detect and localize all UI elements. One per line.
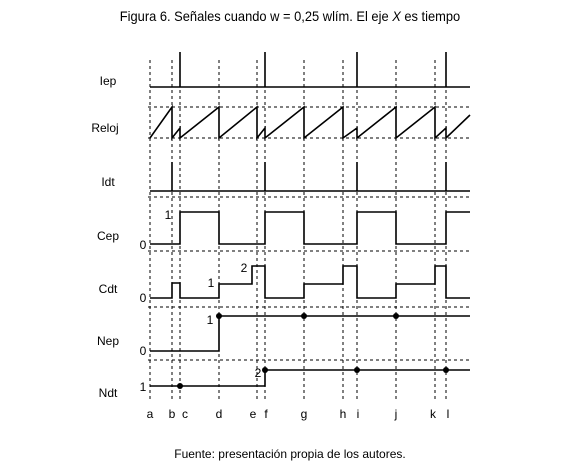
dot-ndt-i xyxy=(354,367,360,373)
time-label-c: c xyxy=(182,407,188,421)
wave-reloj xyxy=(150,107,470,138)
signal-label-idt: Idt xyxy=(101,175,115,189)
signal-label-ndt: Ndt xyxy=(98,386,118,400)
signal-label-iep: Iep xyxy=(99,74,117,88)
time-label-h: h xyxy=(339,407,347,421)
wave-iep xyxy=(150,52,470,87)
dot-ndt-c xyxy=(177,383,183,389)
signal-label-cdt: Cdt xyxy=(98,282,118,296)
level-labels xyxy=(140,208,262,394)
dot-ndt-f xyxy=(262,367,268,373)
figure-caption: Fuente: presentación propia de los autores. xyxy=(174,447,406,461)
title-axis-letter: X xyxy=(392,8,401,24)
dot-nep-j xyxy=(393,313,399,319)
title-suffix: es tiempo xyxy=(400,8,461,24)
time-label-l: l xyxy=(446,407,450,421)
time-label-b: b xyxy=(168,407,176,421)
time-label-j: j xyxy=(394,407,398,421)
time-label-g: g xyxy=(300,407,308,421)
time-marker-labels xyxy=(147,407,450,421)
wave-nep xyxy=(150,316,470,351)
wave-cep xyxy=(150,212,470,244)
signal-label-nep: Nep xyxy=(96,334,120,348)
level-label-cep-zero: 0 xyxy=(139,238,147,252)
time-label-a: a xyxy=(146,407,154,421)
time-label-i: i xyxy=(356,407,360,421)
level-label-ndt-one: 1 xyxy=(139,380,147,394)
time-label-f: f xyxy=(264,407,268,421)
level-label-cep-one: 1 xyxy=(164,208,172,222)
time-label-d: d xyxy=(215,407,223,421)
signal-label-reloj: Reloj xyxy=(91,121,119,135)
wave-ndt xyxy=(150,370,470,386)
level-label-cdt-one: 1 xyxy=(207,276,215,290)
time-label-e: e xyxy=(249,407,257,421)
waveforms xyxy=(150,52,470,386)
signal-labels xyxy=(91,74,119,400)
dot-ndt-l xyxy=(443,367,449,373)
level-label-cdt-two: 2 xyxy=(240,261,248,275)
signal-label-cep: Cep xyxy=(96,229,120,243)
level-label-nep-zero: 0 xyxy=(139,344,147,358)
title-prefix: Figura 6. Señales cuando w = 0,25 wlím. El eje xyxy=(119,8,393,24)
level-label-nep-one: 1 xyxy=(206,313,214,327)
wave-idt xyxy=(150,162,470,191)
level-label-ndt-two: 2 xyxy=(254,366,262,380)
row-separators xyxy=(148,107,470,360)
level-label-cdt-zero: 0 xyxy=(139,291,147,305)
time-label-k: k xyxy=(430,407,436,421)
dot-nep-d xyxy=(216,313,222,319)
dot-nep-g xyxy=(301,313,307,319)
wave-cdt xyxy=(150,266,470,298)
